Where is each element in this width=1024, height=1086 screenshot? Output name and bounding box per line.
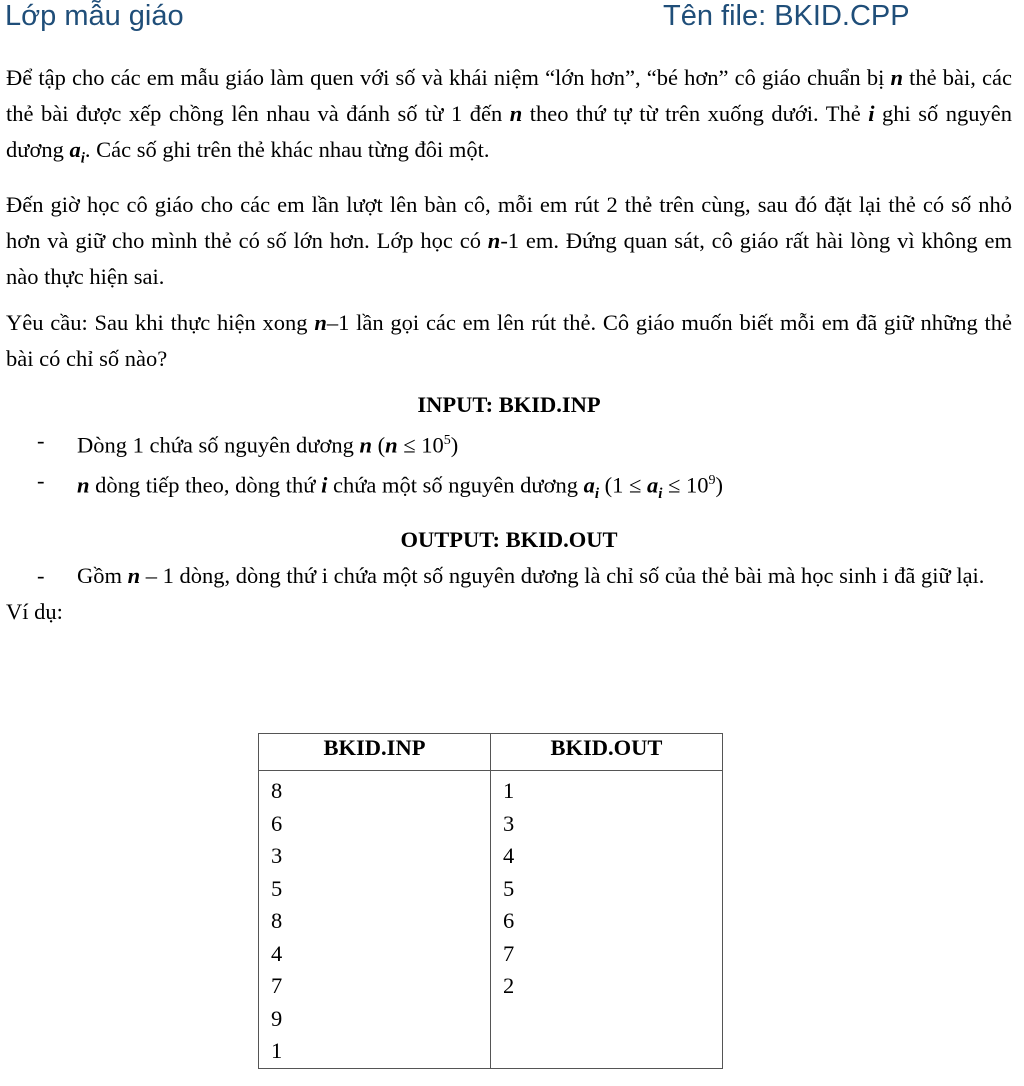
input-line-2: - n dòng tiếp theo, dòng thứ i chứa một số nguyên dương $a_i$ $(1 \le a_i \le 10^9)$ <box>37 468 724 502</box>
output-values-cell <box>491 771 723 1069</box>
example-value: 6 <box>271 810 283 836</box>
example-table <box>258 733 723 1069</box>
paragraph-intro: Để tập cho các em mẫu giáo làm quen với số và khái niệm “lớn hơn”, “bé hơn” cô giáo chuẩn bị n thẻ bài, các thẻ bài được xếp chồng lên nhau và đánh số từ 1 đến n theo thứ tự từ trên xuống dưới. Thẻ i ghi số nguyên dương $a_i$. Các số ghi trên thẻ khác nhau từng đôi một. <box>6 65 1012 167</box>
example-value: 1 <box>503 778 515 803</box>
output-file-header: BKID.OUT <box>491 734 723 771</box>
example-value: 2 <box>503 973 515 998</box>
example-value: 5 <box>503 875 515 901</box>
file-name: Tên file: BKID.CPP <box>663 0 910 32</box>
input-line-1: - Dòng 1 chứa số nguyên dương n $(n \le 10^5)$ <box>37 427 459 457</box>
example-value: 9 <box>271 1005 283 1031</box>
input-values-cell <box>259 771 491 1069</box>
example-value: 7 <box>503 940 515 966</box>
example-value: 7 <box>271 973 283 998</box>
input-file-header: BKID.INP <box>259 734 491 771</box>
page-header <box>0 0 1024 42</box>
example-value: 8 <box>271 908 283 933</box>
example-value: 6 <box>503 908 515 933</box>
example-label: Ví dụ: <box>6 599 63 624</box>
example-value: 1 <box>271 1038 283 1063</box>
input-heading: INPUT: BKID.INP <box>417 391 601 417</box>
output-line-1: - Gồm n – 1 dòng, dòng thứ i chứa một số nguyên dương là chỉ số của thẻ bài mà học sinh i đã giữ lại. <box>37 563 985 588</box>
example-value: 3 <box>271 843 283 868</box>
problem-statement <box>6 60 1012 630</box>
paragraph-process: Đến giờ học cô giáo cho các em lần lượt lên bàn cô, mỗi em rút 2 thẻ trên cùng, sau đó đặt lại thẻ có số nhỏ hơn và giữ cho mình thẻ có số lớn hơn. Lớp học có n-1 em. Đứng quan sát, cô giáo rất hài lòng vì không em nào thực hiện sai. <box>6 191 1013 289</box>
example-value: 4 <box>271 940 283 966</box>
problem-title: Lớp mẫu giáo <box>5 0 184 32</box>
output-list <box>6 558 1012 594</box>
output-heading: OUTPUT: BKID.OUT <box>400 527 618 552</box>
example-value: 5 <box>271 875 283 901</box>
input-list <box>6 423 1012 513</box>
example-value: 3 <box>503 810 515 836</box>
paragraph-requirement: Yêu cầu: Sau khi thực hiện xong n–1 lần gọi các em lên rút thẻ. Cô giáo muốn biết mỗi em đã giữ những thẻ bài có chỉ số nào? <box>6 309 1012 371</box>
example-value: 8 <box>271 778 283 803</box>
example-value: 4 <box>503 843 515 868</box>
